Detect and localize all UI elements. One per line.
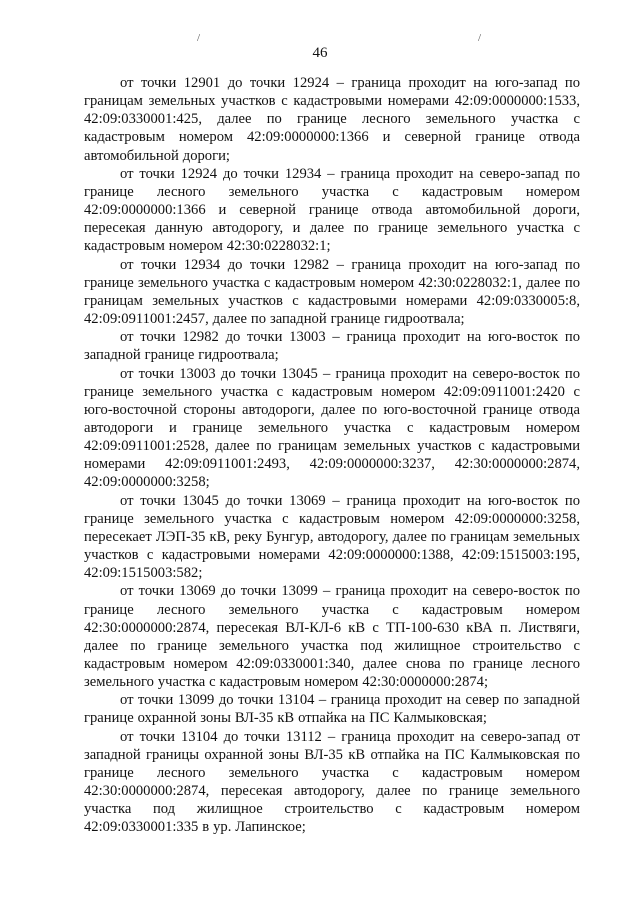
page-number: 46 — [312, 45, 328, 61]
paragraph: от точки 12924 до точки 12934 – граница проходит на северо-запад по границе лесного земельного участка с кадастровым номером 42:09:0000000:1366 и северной границе отвода автомобильной дороги, пересекая данную автодорогу, и далее по границе земельного участка с кадастровым номером 42:30:0228032:1; — [84, 165, 580, 255]
paragraph: от точки 12934 до точки 12982 – граница проходит на юго-запад по границе земельного участка с кадастровым номером 42:30:0228032:1, далее по границам земельных участков с кадастровыми номерами 42:09:0330005:8, 42:09:0911001:2457, далее по западной границе гидроотвала; — [84, 256, 580, 328]
paragraph: от точки 12901 до точки 12924 – граница проходит на юго-запад по границам земельных участков с кадастровыми номерами 42:09:0000000:1533, 42:09:0330001:425, далее по границе лесного земельного участка с кадастровым номером 42:09:0000000:1366 и северной границе отвода автомобильной дороги; — [84, 75, 580, 164]
paragraph: от точки 13045 до точки 13069 – граница проходит на юго-восток по границе земельного участка с кадастровым номером 42:09:0000000:3258, пересекает ЛЭП-35 кВ, реку Бунгур, автодорогу, далее по границам земельных участков с кадастровыми номерами 42:09:0000000:1388, 42:09:1515003:195, 42:09:1515003:582; — [84, 492, 580, 582]
paragraph: от точки 12982 до точки 13003 – граница проходит на юго-восток по западной границе гидроотвала; — [84, 329, 580, 364]
scan-mark-right: / — [478, 32, 482, 44]
paragraph: от точки 13104 до точки 13112 – граница проходит на северо-запад от западной границы охранной зоны ВЛ-35 кВ отпайка на ПС Калмыковская по границе лесного земельного участка с кадастровым номером 42:30:0000000:2874, пересекая автодорогу, далее по границе земельного участка под жилищное строительство с кадастровым номером 42:09:0330001:335 в ур. Лапинское; — [84, 728, 580, 836]
paragraph: от точки 13099 до точки 13104 – граница проходит на север по западной границе охранной зоны ВЛ-35 кВ отпайка на ПС Калмыковская; — [84, 692, 580, 727]
document-body — [84, 74, 580, 837]
paragraph: от точки 13069 до точки 13099 – граница проходит на северо-восток по границе лесного земельного участка с кадастровым номером 42:30:0000000:2874, пересекая ВЛ-КЛ-6 кВ с ТП-100-630 кВА п. Листвяги, далее по границе земельного участка под жилищное строительство с кадастровым номером 42:09:0330001:340, далее снова по границе лесного земельного участка с кадастровым номером 42:30:0000000:2874; — [84, 583, 580, 691]
scan-mark-left: / — [197, 32, 201, 44]
paragraph: от точки 13003 до точки 13045 – граница проходит на северо-восток по границе земельного участка с кадастровым номером 42:09:0911001:2420 с юго-восточной стороны автодороги, далее по юго-восточной границе отвода автодороги и границе земельного участка с кадастровым номером 42:09:0911001:2528, далее по границам земельных участков с кадастровыми номерами 42:09:0911001:2493, 42:09:0000000:3237, 42:30:0000000:2874, 42:09:0000000:3258; — [84, 365, 580, 491]
